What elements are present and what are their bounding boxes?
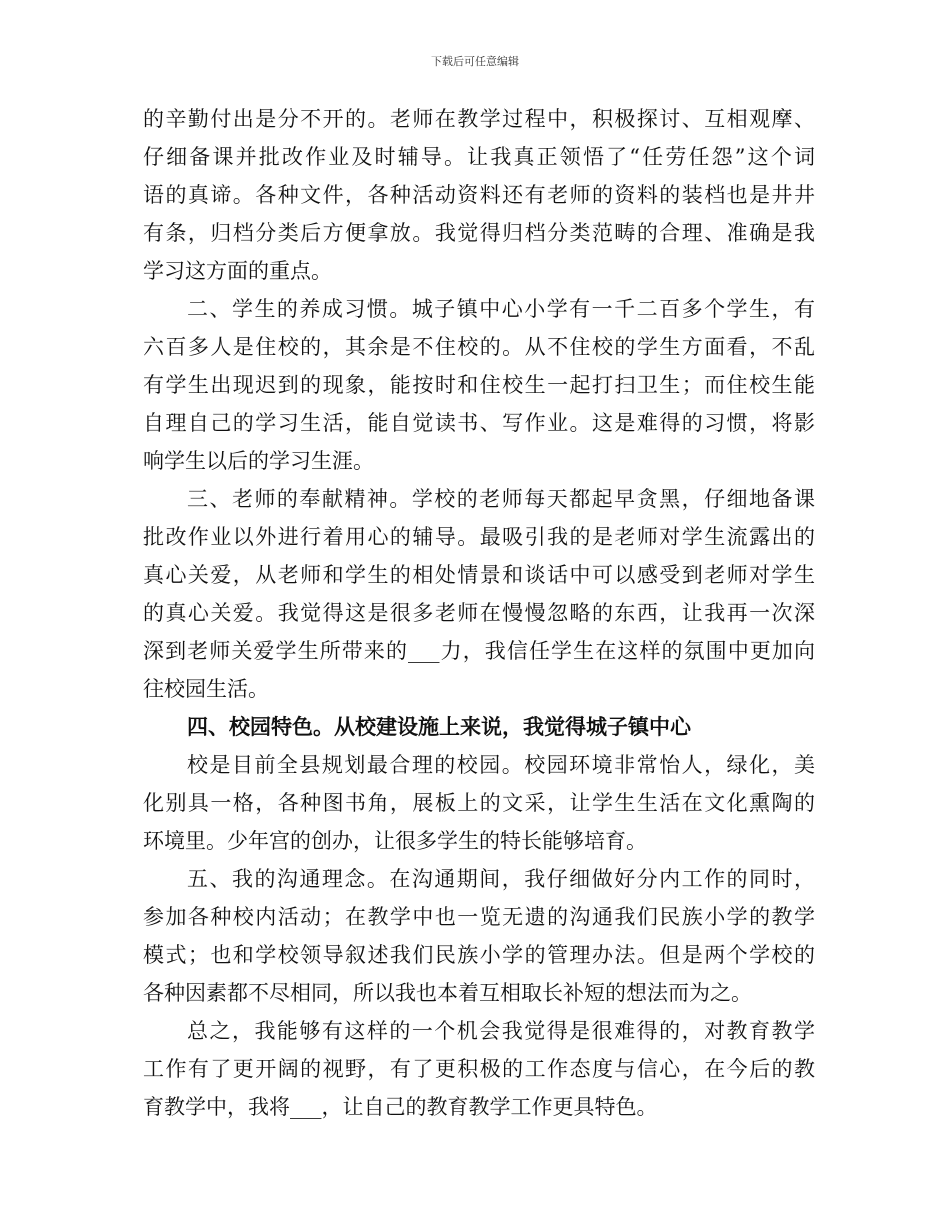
text-line: 校是目前全县规划最合理的校园。校园环境非常怡人，绿化，美	[187, 753, 815, 777]
text-line: 工作有了更开阔的视野，有了更积极的工作态度与信心，在今后的教	[143, 1057, 815, 1081]
text-line: 总之，我能够有这样的一个机会我觉得是很难得的，对教育教学	[187, 1019, 815, 1043]
text-line: 参加各种校内活动；在教学中也一览无遗的沟通我们民族小学的教学	[143, 905, 815, 929]
text-line: 环境里。少年宫的创办，让很多学生的特长能够培育。	[143, 829, 647, 853]
text-line: 响学生以后的学习生涯。	[143, 449, 374, 473]
text-line: 语的真谛。各种文件，各种活动资料还有老师的资料的装档也是井井	[143, 183, 815, 207]
text-line: 化别具一格，各种图书角，展板上的文采，让学生生活在文化熏陶的	[143, 791, 815, 815]
text-line: 三、老师的奉献精神。学校的老师每天都起早贪黑，仔细地备课	[187, 487, 815, 511]
text-line: 的辛勤付出是分不开的。老师在教学过程中，积极探讨、互相观摩、	[143, 107, 815, 131]
text-line: 有学生出现迟到的现象，能按时和住校生一起打扫卫生；而住校生能	[143, 373, 815, 397]
text-line: 有条，归档分类后方便拿放。我觉得归档分类范畴的合理、准确是我	[143, 221, 815, 245]
text-line: 五、我的沟通理念。在沟通期间，我仔细做好分内工作的同时，	[187, 867, 815, 891]
text-line: 六百多人是住校的，其余是不住校的。从不住校的学生方面看，不乱	[143, 335, 815, 359]
text-line: 批改作业以外进行着用心的辅导。最吸引我的是老师对学生流露出的	[143, 525, 815, 549]
text-line: 的真心关爱。我觉得这是很多老师在慢慢忽略的东西，让我再一次深	[143, 601, 815, 625]
text-line: 育教学中，我将___，让自己的教育教学工作更具特色。	[143, 1095, 658, 1119]
text-line: 二、学生的养成习惯。城子镇中心小学有一千二百多个学生，有	[187, 297, 815, 321]
text-line: 各种因素都不尽相同，所以我也本着互相取长补短的想法而为之。	[143, 981, 752, 1005]
document-body	[143, 100, 815, 1126]
page-header: 下载后可任意编辑	[431, 55, 519, 68]
text-line: 往校园生活。	[143, 677, 269, 701]
text-line: 学习这方面的重点。	[143, 259, 332, 283]
text-line: 模式；也和学校领导叙述我们民族小学的管理办法。但是两个学校的	[143, 943, 815, 967]
text-line: 真心关爱，从老师和学生的相处情景和谈话中可以感受到老师对学生	[143, 563, 815, 587]
text-line: 四、校园特色。从校建设施上来说，我觉得城子镇中心	[187, 714, 691, 739]
text-line: 自理自己的学习生活，能自觉读书、写作业。这是难得的习惯，将影	[143, 411, 815, 435]
text-line: 深到老师关爱学生所带来的___力，我信任学生在这样的氛围中更加向	[143, 639, 815, 663]
text-line: 仔细备课并批改作业及时辅导。让我真正领悟了“任劳任怨”这个词	[143, 145, 815, 169]
